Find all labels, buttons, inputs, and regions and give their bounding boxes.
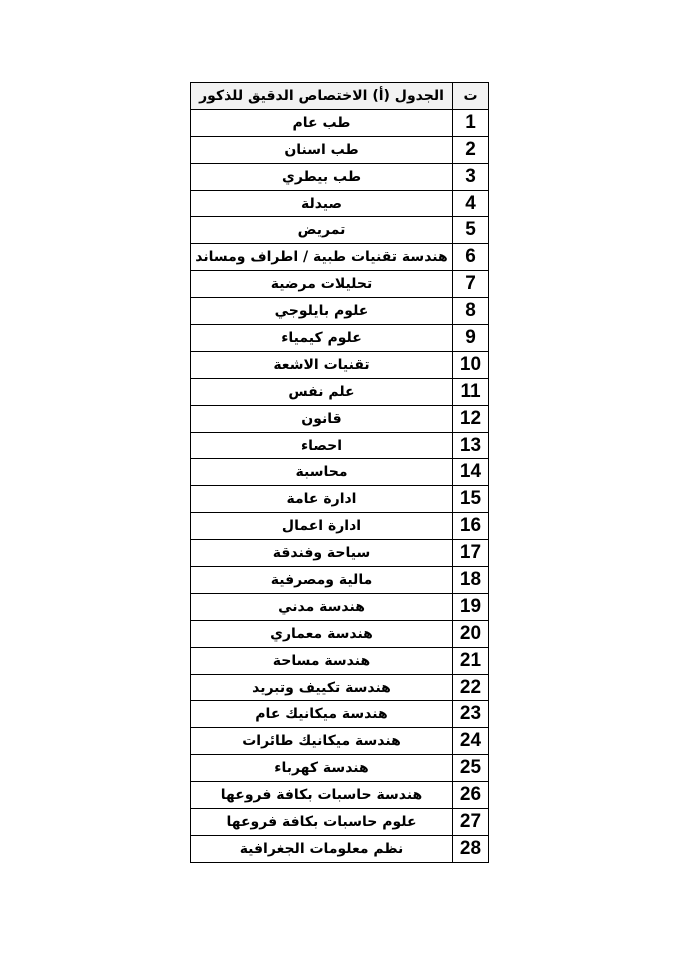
row-number-cell: 14 xyxy=(453,459,489,486)
row-number-cell: 18 xyxy=(453,567,489,594)
row-number-cell: 6 xyxy=(453,244,489,271)
specialization-name-cell: هندسة مدني xyxy=(191,593,453,620)
row-number-cell: 15 xyxy=(453,486,489,513)
table-row xyxy=(191,701,489,728)
specialization-name-cell: سياحة وفندقة xyxy=(191,540,453,567)
specialization-name-cell: ادارة اعمال xyxy=(191,513,453,540)
row-number-cell: 10 xyxy=(453,351,489,378)
specialization-name-cell: علوم بايلوجي xyxy=(191,298,453,325)
specialization-name-cell: طب عام xyxy=(191,109,453,136)
row-number-cell: 16 xyxy=(453,513,489,540)
table-row xyxy=(191,674,489,701)
specialization-name-cell: علوم كيمياء xyxy=(191,325,453,352)
table-row xyxy=(191,109,489,136)
row-number-cell: 4 xyxy=(453,190,489,217)
row-number-cell: 3 xyxy=(453,163,489,190)
specialization-name-cell: هندسة تكييف وتبريد xyxy=(191,674,453,701)
row-number-cell: 24 xyxy=(453,728,489,755)
table-row xyxy=(191,540,489,567)
specialization-name-cell: هندسة حاسبات بكافة فروعها xyxy=(191,782,453,809)
row-number-cell: 21 xyxy=(453,647,489,674)
specialization-name-cell: هندسة معماري xyxy=(191,620,453,647)
row-number-cell: 20 xyxy=(453,620,489,647)
table-row xyxy=(191,486,489,513)
table-row xyxy=(191,190,489,217)
row-number-cell: 13 xyxy=(453,432,489,459)
table-row xyxy=(191,647,489,674)
table-row xyxy=(191,432,489,459)
header-number-cell: ت xyxy=(453,83,489,110)
table-header-row xyxy=(191,83,489,110)
row-number-cell: 27 xyxy=(453,809,489,836)
specializations-table xyxy=(190,82,489,863)
specialization-name-cell: هندسة ميكانيك عام xyxy=(191,701,453,728)
table-row xyxy=(191,378,489,405)
row-number-cell: 26 xyxy=(453,782,489,809)
table-row xyxy=(191,782,489,809)
row-number-cell: 19 xyxy=(453,593,489,620)
specialization-name-cell: علم نفس xyxy=(191,378,453,405)
row-number-cell: 9 xyxy=(453,325,489,352)
specialization-name-cell: احصاء xyxy=(191,432,453,459)
specialization-name-cell: تحليلات مرضية xyxy=(191,271,453,298)
row-number-cell: 25 xyxy=(453,755,489,782)
table-row xyxy=(191,244,489,271)
specialization-name-cell: طب بيطري xyxy=(191,163,453,190)
specialization-name-cell: صيدلة xyxy=(191,190,453,217)
table-row xyxy=(191,325,489,352)
table-row xyxy=(191,809,489,836)
table-row xyxy=(191,163,489,190)
specialization-name-cell: هندسة ميكانيك طائرات xyxy=(191,728,453,755)
row-number-cell: 17 xyxy=(453,540,489,567)
row-number-cell: 8 xyxy=(453,298,489,325)
table-row xyxy=(191,755,489,782)
row-number-cell: 5 xyxy=(453,217,489,244)
specialization-name-cell: هندسة كهرباء xyxy=(191,755,453,782)
row-number-cell: 22 xyxy=(453,674,489,701)
specialization-name-cell: هندسة تقنيات طبية / اطراف ومساند xyxy=(191,244,453,271)
table-row xyxy=(191,271,489,298)
header-title-cell: الجدول (أ) الاختصاص الدقيق للذكور xyxy=(191,83,453,110)
table-row xyxy=(191,513,489,540)
specialization-name-cell: هندسة مساحة xyxy=(191,647,453,674)
row-number-cell: 28 xyxy=(453,835,489,862)
specialization-name-cell: طب اسنان xyxy=(191,136,453,163)
table-row xyxy=(191,217,489,244)
row-number-cell: 23 xyxy=(453,701,489,728)
table-row xyxy=(191,567,489,594)
specialization-name-cell: نظم معلومات الجغرافية xyxy=(191,835,453,862)
table-row xyxy=(191,620,489,647)
row-number-cell: 7 xyxy=(453,271,489,298)
specialization-name-cell: علوم حاسبات بكافة فروعها xyxy=(191,809,453,836)
table-row xyxy=(191,728,489,755)
specialization-name-cell: ادارة عامة xyxy=(191,486,453,513)
table-row xyxy=(191,298,489,325)
table-row xyxy=(191,351,489,378)
specialization-name-cell: تقنيات الاشعة xyxy=(191,351,453,378)
table-row xyxy=(191,835,489,862)
specialization-name-cell: مالية ومصرفية xyxy=(191,567,453,594)
row-number-cell: 2 xyxy=(453,136,489,163)
row-number-cell: 1 xyxy=(453,109,489,136)
table-body xyxy=(191,109,489,862)
table-row xyxy=(191,405,489,432)
specialization-name-cell: قانون xyxy=(191,405,453,432)
specialization-name-cell: محاسبة xyxy=(191,459,453,486)
specialization-name-cell: تمريض xyxy=(191,217,453,244)
table-row xyxy=(191,136,489,163)
table-row xyxy=(191,593,489,620)
row-number-cell: 11 xyxy=(453,378,489,405)
table-row xyxy=(191,459,489,486)
row-number-cell: 12 xyxy=(453,405,489,432)
